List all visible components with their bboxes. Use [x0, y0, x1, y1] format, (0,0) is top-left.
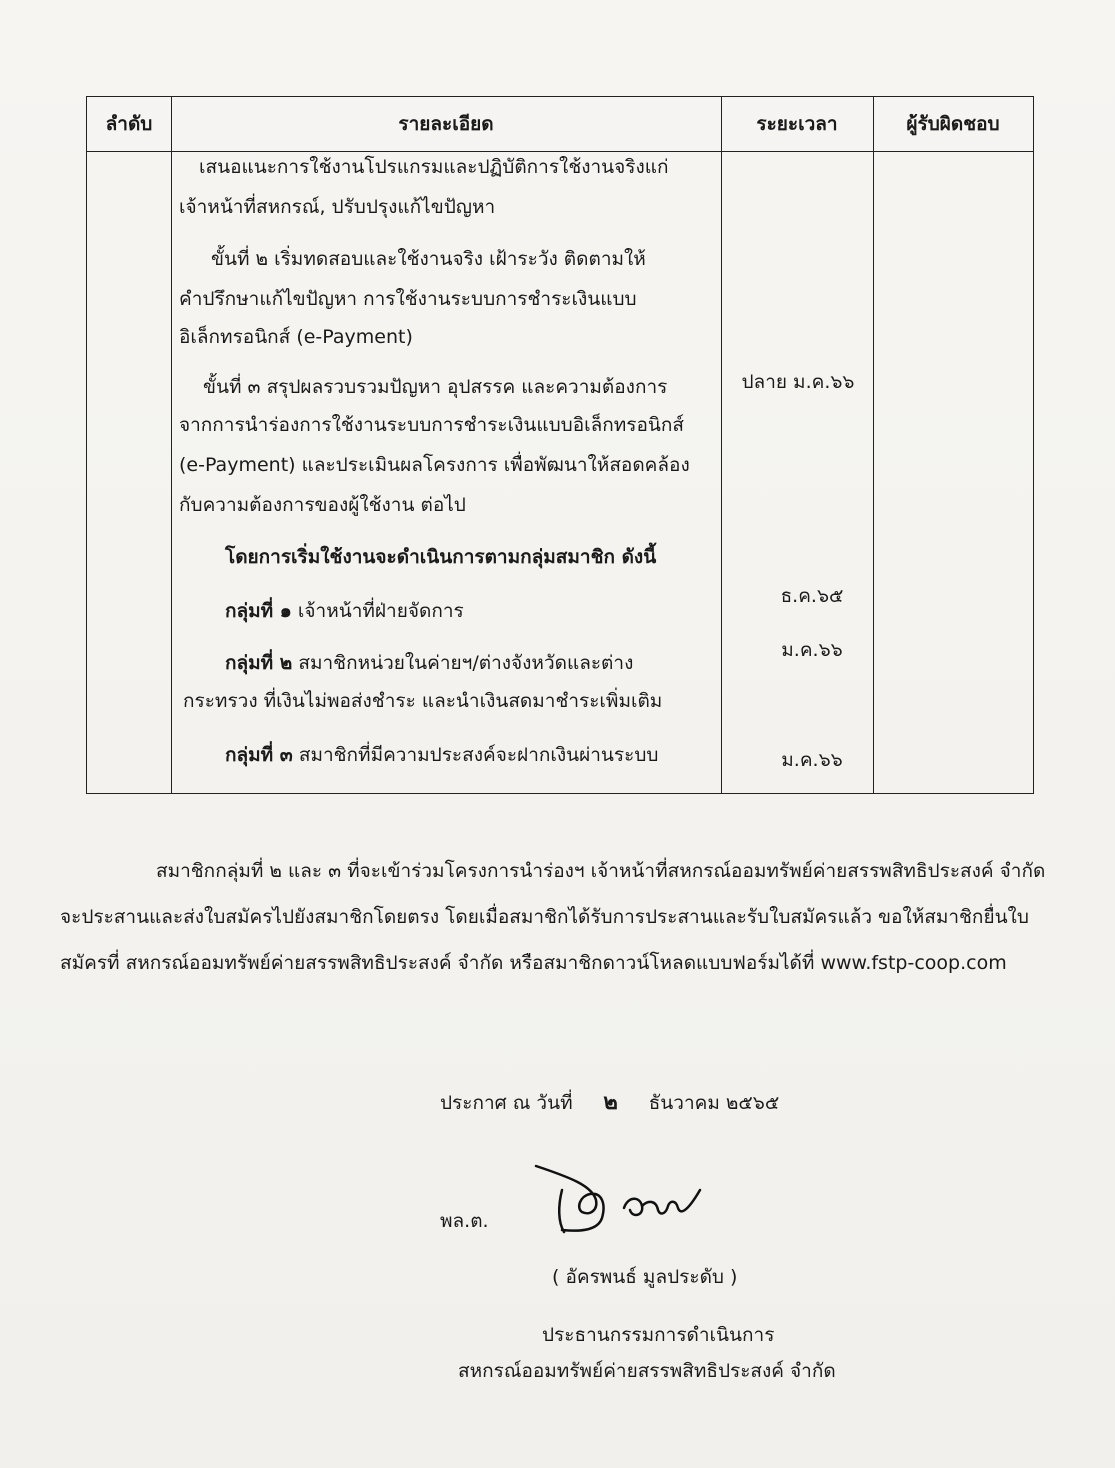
detail-line — [225, 643, 633, 683]
column-divider — [873, 97, 874, 793]
group-label: กลุ่มที่ ๒ — [225, 652, 293, 674]
detail-line: ขั้นที่ ๒ เริ่มทดสอบและใช้งานจริง เฝ้าระวัง ติดตามให้ — [211, 248, 646, 270]
group-text: เจ้าหน้าที่ฝ่ายจัดการ — [291, 600, 464, 622]
schedule-table — [86, 96, 1034, 794]
period-value: ม.ค.๖๖ — [781, 639, 843, 661]
period-value: ปลาย ม.ค.๖๖ — [741, 371, 855, 393]
signer-position: ประธานกรรมการดำเนินการ — [542, 1324, 775, 1346]
period-value: ธ.ค.๖๕ — [780, 585, 844, 607]
detail-line: โดยการเริ่มใช้งานจะดำเนินการตามกลุ่มสมาชิก ดังนี้ — [225, 546, 657, 568]
detail-line: กับความต้องการของผู้ใช้งาน ต่อไป — [179, 494, 466, 516]
column-divider — [171, 97, 172, 793]
detail-line — [225, 735, 658, 775]
detail-line: เสนอแนะการใช้งานโปรแกรมและปฏิบัติการใช้งานจริงแก่ — [199, 156, 669, 178]
detail-line: จากการนำร่องการใช้งานระบบการชำระเงินแบบอิเล็กทรอนิกส์ — [179, 414, 685, 436]
header-detail: รายละเอียด — [398, 113, 494, 135]
detail-line: อิเล็กทรอนิกส์ (e-Payment) — [179, 326, 413, 348]
announce-month-year: ธันวาคม ๒๕๖๕ — [648, 1092, 780, 1114]
signer-name: ( อัครพนธ์ มูลประดับ ) — [552, 1266, 738, 1288]
detail-line: คำปรึกษาแก้ไขปัญหา การใช้งานระบบการชำระเงินแบบ — [179, 288, 637, 310]
detail-line: ขั้นที่ ๓ สรุปผลรวบรวมปัญหา อุปสรรค และความต้องการ — [203, 376, 668, 398]
group-text: สมาชิกที่มีความประสงค์จะฝากเงินผ่านระบบ — [292, 744, 659, 766]
header-responsible: ผู้รับผิดชอบ — [906, 113, 1000, 135]
header-order: ลำดับ — [105, 113, 153, 135]
detail-line — [225, 591, 464, 631]
detail-line: เจ้าหน้าที่สหกรณ์, ปรับปรุงแก้ไขปัญหา — [179, 196, 496, 218]
announce-day: ๒ — [603, 1090, 618, 1115]
announce-line — [440, 1084, 779, 1119]
column-divider — [721, 97, 722, 793]
signer-rank: พล.ต. — [440, 1210, 489, 1232]
detail-line: (e-Payment) และประเมินผลโครงการ เพื่อพัฒนาให้สอดคล้อง — [179, 454, 690, 476]
registration-paragraph: สมาชิกกลุ่มที่ ๒ และ ๓ ที่จะเข้าร่วมโครงการนำร่องฯ เจ้าหน้าที่สหกรณ์ออมทรัพย์ค่ายสรรพสิทธิประสงค์ จำกัด จะประสานและส่งใบสมัครไปยังสมาชิกโดยตรง โดยเมื่อสมาชิกได้รับการประสานและรับใบสมัครแล้ว ขอให้สมาชิกยื่นใบสมัครที่ สหกรณ์ออมทรัพย์ค่ายสรรพสิทธิประสงค์ จำกัด หรือสมาชิกดาวน์โหลดแบบฟอร์มได้ที่ www.fstp-coop.com — [60, 860, 1046, 974]
detail-line: กระทรวง ที่เงินไม่พอส่งชำระ และนำเงินสดมาชำระเพิ่มเติม — [183, 690, 663, 712]
announce-prefix: ประกาศ ณ วันที่ — [440, 1092, 573, 1114]
group-text: สมาชิกหน่วยในค่ายฯ/ต่างจังหวัดและต่าง — [292, 652, 634, 674]
group-label: กลุ่มที่ ๓ — [225, 744, 293, 766]
header-period: ระยะเวลา — [756, 113, 838, 135]
handwritten-signature — [532, 1160, 712, 1240]
group-label: กลุ่มที่ ๑ — [225, 600, 292, 622]
signer-organization: สหกรณ์ออมทรัพย์ค่ายสรรพสิทธิประสงค์ จำกัด — [458, 1360, 836, 1382]
period-value: ม.ค.๖๖ — [781, 749, 843, 771]
